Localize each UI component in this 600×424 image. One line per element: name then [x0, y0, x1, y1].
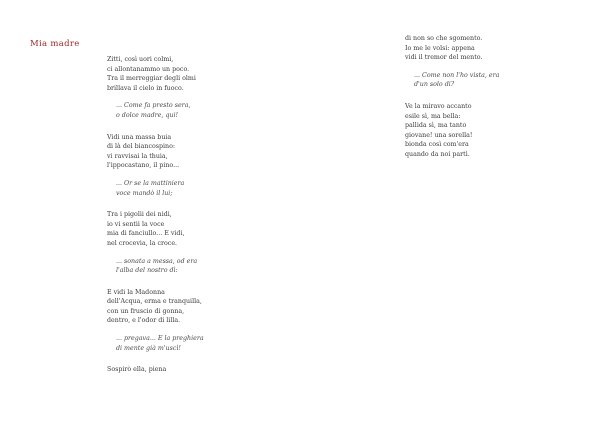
right-column — [405, 34, 565, 172]
refrain — [414, 71, 565, 90]
verse-line: giovane! una sorella! — [405, 131, 473, 139]
verse-line: Tra i pigolii dei nidi, — [107, 211, 172, 219]
verse-line: con un fruscio di gonna, — [107, 307, 185, 315]
verse-line: io vi sentii la voce — [107, 220, 165, 228]
refrain-line: di mente già m'uscì! — [116, 344, 181, 352]
stanza — [107, 133, 297, 171]
stanza — [107, 365, 297, 375]
verse-line: vi ravvisai la thuia, — [107, 152, 168, 160]
verse-line: Io me le volsi: appena — [405, 44, 475, 52]
verse-line: ci allontanammo un poco. — [107, 65, 190, 73]
refrain-line: ... Come non l'ho vista, era — [414, 71, 500, 79]
verse-line: dell'Acqua, erma e tranquilla, — [107, 298, 202, 306]
stanza — [107, 210, 297, 248]
poem-title: Mia madre — [30, 39, 80, 49]
refrain-line: ... pregava... E la preghiera — [116, 335, 204, 343]
refrain — [116, 334, 297, 353]
verse-line: Ve la miravo accanto — [405, 102, 472, 110]
verse-line: vidi il tremor del mento. — [405, 54, 483, 62]
verse-line: esile sì, ma bella: — [405, 112, 461, 120]
verse-line: bionda così com'era — [405, 141, 469, 149]
verse-line: Tra il merreggiar degli olmi — [107, 75, 196, 83]
stanza — [405, 34, 565, 63]
verse-line: pallida sì, ma tanto — [405, 122, 467, 130]
refrain — [116, 179, 297, 198]
verse-line: quando da noi partì. — [405, 150, 470, 158]
verse-line: dentro, e l'odor di lilla. — [107, 317, 181, 325]
verse-line: E vidi la Madonna — [107, 288, 165, 296]
refrain-line: d'un solo di? — [414, 81, 455, 89]
verse-line: brillava il cielo in fuoco. — [107, 84, 184, 92]
verse-line: Zitti, così uori colmi, — [107, 56, 174, 63]
refrain-line: ... sonata a messa, od era — [116, 257, 198, 265]
refrain-line: o dolce madre, qui! — [116, 111, 179, 119]
refrain-line: ... Come fa presto sera, — [116, 102, 191, 110]
refrain-line: l'alba del nostro dì: — [116, 267, 178, 275]
stanza — [107, 55, 297, 93]
left-column — [107, 55, 297, 387]
verse-line: di là del biancospino: — [107, 143, 176, 151]
verse-line: Vidi una massa buia — [107, 133, 172, 141]
refrain-line: voce mandò il lui; — [116, 189, 173, 197]
stanza — [107, 288, 297, 326]
verse-line: mia di fanciullo... E vidi, — [107, 230, 185, 238]
stanza — [405, 102, 565, 160]
refrain-line: ... Or se la mattiniera — [116, 179, 185, 187]
verse-line: Sospirò ella, piena — [107, 366, 167, 374]
verse-line: l'ippocastano, il pino... — [107, 162, 180, 170]
verse-line: nel crocevia, la croce. — [107, 239, 178, 247]
verse-line: di non so che sgomento. — [405, 35, 483, 42]
refrain — [116, 257, 297, 276]
refrain — [116, 101, 297, 120]
